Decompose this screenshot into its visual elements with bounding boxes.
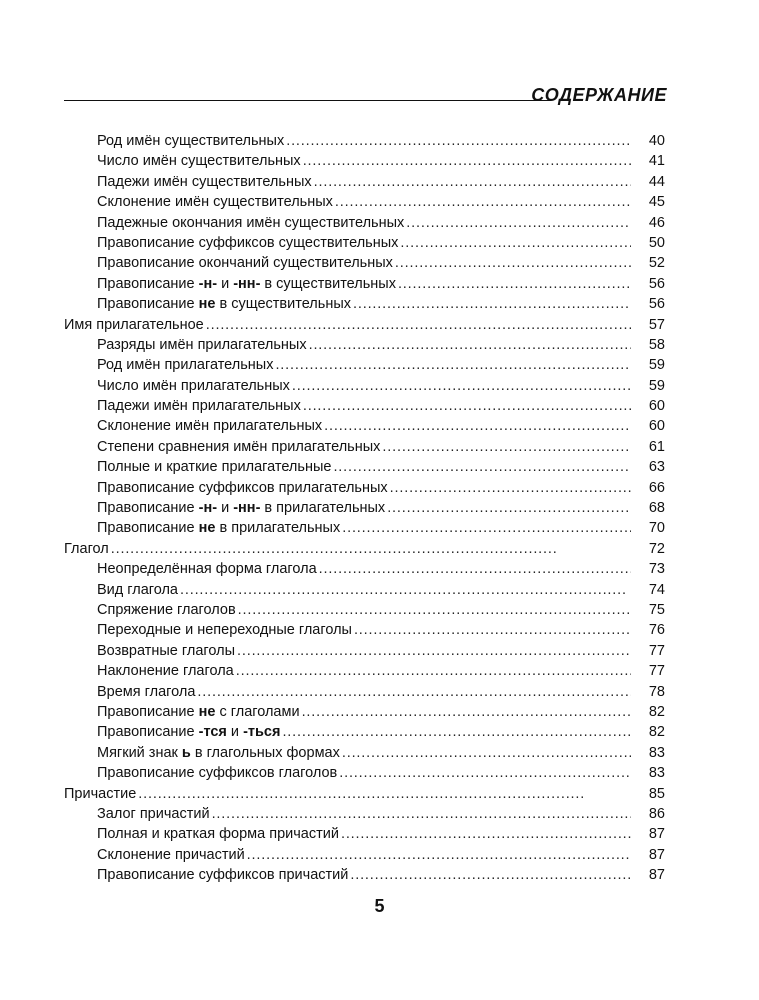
toc-entry-title [97,294,351,314]
toc-page-number: 60 [648,398,665,415]
toc-entry [0,804,759,824]
toc-dot-leader [303,151,631,171]
toc-entry-text: с глаголами [215,703,300,720]
toc-dot-leader [382,437,631,457]
table-of-contents [0,131,759,885]
toc-entry [0,172,759,192]
toc-entry-highlight: -тся [198,724,227,741]
toc-entry-text: Падежные окончания имён существительных [97,214,405,231]
toc-entry-text: Глагол [64,540,109,557]
toc-entry-text: Правописание суффиксов глаголов [97,765,338,782]
toc-dot-leader [342,743,631,763]
toc-entry-highlight: -н- [198,500,218,517]
toc-page-number: 86 [648,805,665,822]
toc-entry-title [97,722,280,742]
toc-entry-title [97,845,245,865]
toc-entry [0,702,759,722]
toc-entry-text: Правописание окончаний существительных [97,255,393,272]
toc-entry [0,600,759,620]
toc-page-number: 85 [648,785,665,802]
toc-entry-title [97,437,380,457]
toc-dot-leader [238,600,631,620]
toc-entry-title [97,274,396,294]
toc-page-number: 61 [648,438,665,455]
toc-entry-title [97,233,398,253]
toc-page-number: 83 [648,765,665,782]
toc-entry [0,253,759,273]
toc-page-number: 40 [648,133,665,149]
toc-entry-text: в существительных [215,296,351,313]
toc-entry-text: Правописание суффиксов прилагательных [97,479,388,496]
toc-entry-highlight: -нн- [233,500,261,517]
toc-entry [0,865,759,885]
toc-entry-text: в глагольных формах [190,744,340,761]
toc-entry-highlight: не [198,703,216,720]
toc-dot-leader [342,518,631,538]
toc-entry [0,478,759,498]
toc-entry-title [97,641,235,661]
toc-entry [0,294,759,314]
toc-page-number: 72 [648,540,665,557]
toc-page-number: 82 [648,703,665,720]
toc-page-number: 76 [648,622,665,639]
toc-dot-leader [236,661,631,681]
toc-dot-leader [247,845,631,865]
toc-entry-text: Возвратные глаголы [97,642,235,659]
toc-entry-text: Склонение имён прилагательных [97,418,323,435]
toc-entry [0,682,759,702]
toc-dot-leader [282,722,631,742]
toc-page-number: 83 [648,744,665,761]
toc-dot-leader [180,580,631,600]
toc-entry [0,437,759,457]
toc-dot-leader [309,335,631,355]
toc-entry-text: Степени сравнения имён прилагательных [97,438,381,455]
toc-section-entry [0,784,759,804]
toc-entry-text: и [217,275,234,292]
toc-entry [0,396,759,416]
toc-dot-leader [275,355,631,375]
toc-entry [0,131,759,151]
toc-entry-highlight: не [198,520,216,537]
header-rule [64,100,551,101]
toc-dot-leader [395,253,631,273]
toc-entry [0,355,759,375]
toc-entry-text: Род имён прилагательных [97,357,274,374]
toc-entry-text: Время глагола [97,683,196,700]
toc-dot-leader [335,192,631,212]
toc-entry-title [97,213,404,233]
toc-entry-title [97,355,273,375]
section-title: СОДЕРЖАНИЕ [531,85,667,105]
toc-entry-title [97,457,331,477]
toc-dot-leader [292,376,631,396]
toc-page-number: 57 [648,316,665,333]
toc-dot-leader [333,457,631,477]
toc-entry-text: Мягкий знак [97,744,182,761]
toc-dot-leader [406,213,631,233]
toc-entry-title [64,539,109,559]
toc-entry [0,213,759,233]
toc-entry-highlight: не [198,296,216,313]
toc-entry-title [97,376,290,396]
toc-entry [0,335,759,355]
toc-entry-text: в существительных [260,275,396,292]
page-number: 5 [374,896,385,916]
toc-dot-leader [353,294,631,314]
toc-dot-leader [387,498,631,518]
toc-page-number: 56 [648,275,665,292]
toc-entry [0,722,759,742]
toc-dot-leader [339,763,631,783]
toc-entry [0,559,759,579]
toc-entry [0,192,759,212]
toc-dot-leader [398,274,631,294]
toc-entry-title [97,151,301,171]
toc-page-number: 87 [648,846,665,863]
toc-entry-highlight: -ться [243,724,281,741]
toc-entry-text: Разряды имён прилагательных [97,336,307,353]
toc-entry-text: Правописание [97,296,199,313]
toc-dot-leader [314,172,631,192]
toc-dot-leader [303,396,631,416]
toc-entry-highlight: ь [181,744,191,761]
toc-page-number: 41 [648,153,665,170]
toc-entry-text: Полные и краткие прилагательные [97,459,332,476]
toc-dot-leader [138,784,631,804]
toc-entry-title [97,335,307,355]
toc-dot-leader [237,641,631,661]
toc-dot-leader [206,315,631,335]
toc-page-number: 77 [648,663,665,680]
toc-section-entry [0,315,759,335]
toc-page-number: 60 [648,418,665,435]
toc-entry-title [97,559,317,579]
toc-entry-text: Число имён прилагательных [97,377,290,394]
toc-entry-text: Правописание суффиксов причастий [97,867,349,884]
toc-entry-title [97,682,195,702]
toc-page-number: 44 [648,173,665,190]
toc-entry-title [97,518,340,538]
toc-page-number: 87 [648,867,665,884]
toc-entry-text: Вид глагола [97,581,178,598]
toc-dot-leader [324,416,631,436]
toc-entry-title [97,396,301,416]
toc-entry-title [97,763,337,783]
toc-entry-title [97,580,178,600]
toc-entry-title [97,192,333,212]
toc-entry-text: Правописание [97,520,199,537]
toc-entry-text: Наклонение глагола [97,663,234,680]
toc-entry [0,641,759,661]
toc-page-number: 68 [648,500,665,517]
toc-entry-text: Полная и краткая форма причастий [97,826,339,843]
toc-entry-title [97,620,352,640]
toc-entry-title [97,498,385,518]
toc-dot-leader [212,804,631,824]
toc-entry [0,233,759,253]
toc-entry-title [97,804,210,824]
toc-entry-text: Имя прилагательное [64,316,204,333]
toc-entry [0,416,759,436]
toc-entry-text: Склонение имён существительных [97,194,333,211]
toc-entry [0,376,759,396]
toc-page-number: 59 [648,377,665,394]
toc-entry [0,845,759,865]
toc-page-number: 70 [648,520,665,537]
toc-page-number: 45 [648,194,665,211]
toc-entry [0,498,759,518]
toc-entry [0,457,759,477]
toc-entry-text: Залог причастий [97,805,210,822]
toc-page-number: 63 [648,459,665,476]
toc-entry-title [97,253,393,273]
toc-dot-leader [197,682,631,702]
toc-entry-title [64,315,204,335]
toc-entry-text: в прилагательных [260,500,386,517]
toc-entry-highlight: -нн- [233,275,261,292]
toc-page-number: 58 [648,336,665,353]
toc-page-number: 52 [648,255,665,272]
toc-entry-title [97,865,348,885]
toc-dot-leader [319,559,631,579]
toc-entry-text: Падежи имён существительных [97,173,312,190]
toc-page-number: 77 [648,642,665,659]
toc-entry [0,743,759,763]
toc-dot-leader [400,233,631,253]
toc-entry-highlight: -н- [198,275,218,292]
toc-entry-text: Переходные и непереходные глаголы [97,622,352,639]
toc-entry-text: Склонение причастий [97,846,245,863]
toc-entry-text: в прилагательных [215,520,341,537]
toc-entry [0,274,759,294]
toc-entry-title [97,478,388,498]
toc-entry [0,661,759,681]
toc-page-number: 78 [648,683,665,700]
toc-entry-title [97,661,234,681]
toc-entry-text: Правописание суффиксов существительных [97,234,399,251]
toc-entry-text: и [217,500,234,517]
toc-page-number: 73 [648,561,665,578]
toc-page-number: 56 [648,296,665,313]
toc-entry-title [97,416,322,436]
toc-page-number: 46 [648,214,665,231]
toc-entry-title [64,784,136,804]
toc-entry-text: Неопределённая форма глагола [97,561,317,578]
toc-page-number: 82 [648,724,665,741]
toc-page-number: 75 [648,601,665,618]
toc-dot-leader [354,620,631,640]
toc-section-entry [0,539,759,559]
toc-entry-text: Правописание [97,703,199,720]
toc-entry-title [97,131,284,151]
toc-entry-title [97,172,312,192]
toc-page-number: 66 [648,479,665,496]
toc-entry-title [97,600,236,620]
toc-entry-title [97,702,300,722]
toc-entry-text: Правописание [97,275,199,292]
toc-dot-leader [341,824,631,844]
toc-page-number: 87 [648,826,665,843]
toc-entry-text: Число имён существительных [97,153,301,170]
toc-entry-text: и [226,724,244,741]
toc-dot-leader [286,131,631,151]
toc-entry-title [97,824,339,844]
toc-page-number: 74 [648,581,665,598]
toc-entry [0,620,759,640]
toc-entry [0,151,759,171]
toc-entry [0,763,759,783]
toc-page-number: 59 [648,357,665,374]
toc-dot-leader [390,478,631,498]
toc-dot-leader [302,702,631,722]
toc-entry-text: Падежи имён прилагательных [97,398,301,415]
toc-entry-title [97,743,340,763]
toc-entry-text: Правописание [97,724,199,741]
toc-entry [0,518,759,538]
toc-entry [0,580,759,600]
toc-dot-leader [350,865,631,885]
toc-entry-text: Причастие [64,785,137,802]
toc-page-number: 50 [648,234,665,251]
toc-entry-text: Род имён существительных [97,133,285,149]
toc-entry-text: Спряжение глаголов [97,601,236,618]
toc-entry-text: Правописание [97,500,199,517]
toc-entry [0,824,759,844]
toc-dot-leader [111,539,631,559]
